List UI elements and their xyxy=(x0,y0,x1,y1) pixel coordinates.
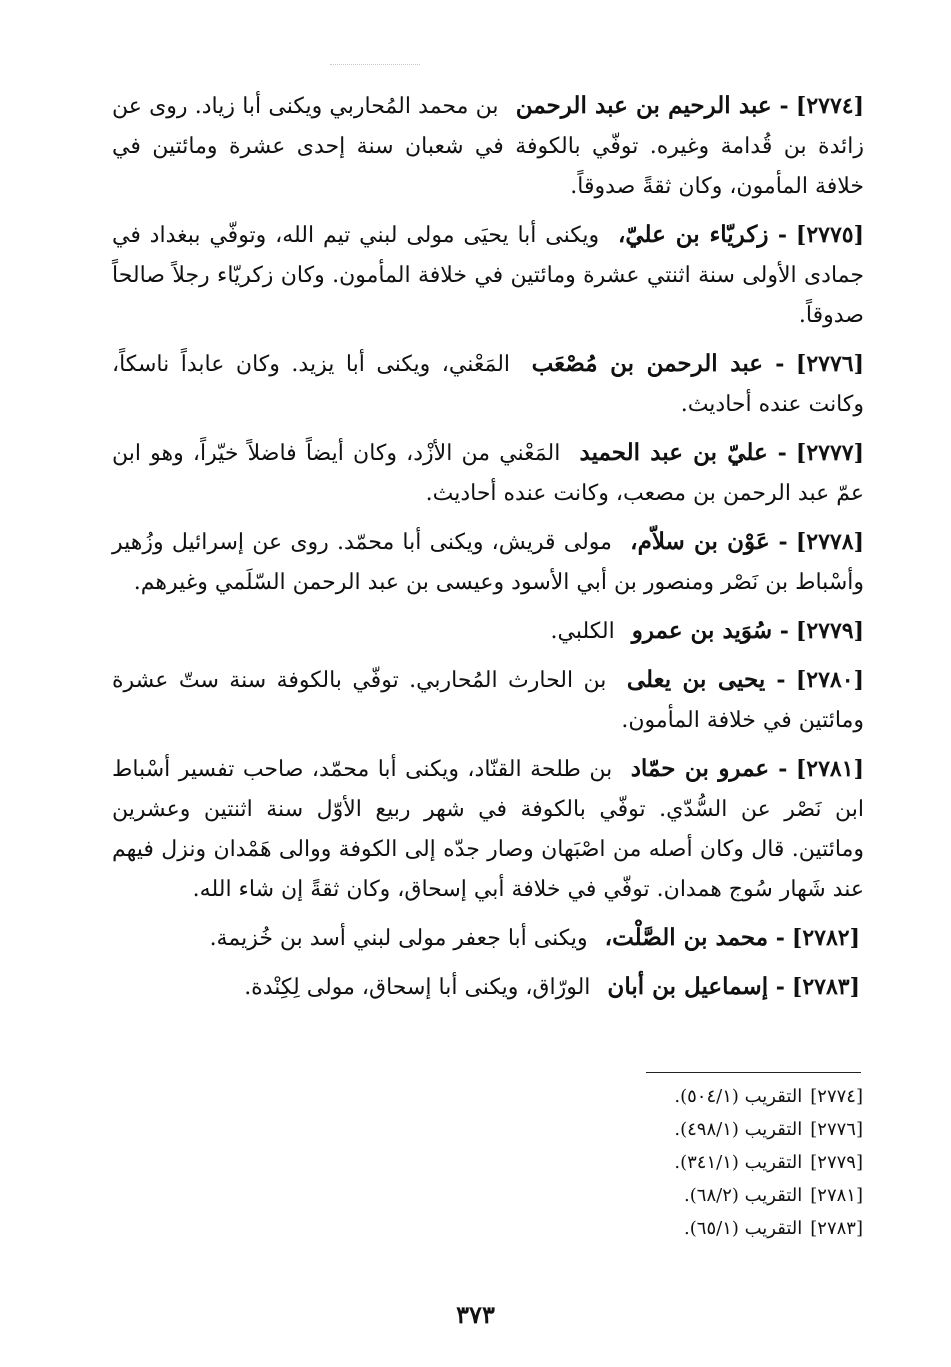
entry-dash: - xyxy=(767,440,787,466)
entry-number: [٢٧٧٥] xyxy=(795,222,864,248)
entry-name: عبد الرحيم بن عبد الرحمن xyxy=(515,92,772,119)
footnote-text: التقريب (٣٤١/١). xyxy=(674,1152,803,1173)
entry-2782 xyxy=(112,918,864,959)
entry-dash: - xyxy=(762,351,785,377)
footnote-number: [٢٧٧٤] xyxy=(810,1086,863,1107)
footnote-item xyxy=(463,1179,863,1212)
entry-name: عليّ بن عبد الحميد xyxy=(579,439,768,466)
entry-2778 xyxy=(112,522,864,603)
footnote-item xyxy=(463,1146,863,1179)
footnotes xyxy=(463,1080,863,1245)
footnote-text: التقريب (٦٨/٢). xyxy=(684,1185,803,1206)
entry-name: عمرو بن حمّاد xyxy=(630,755,770,782)
entry-number: [٢٧٧٤] xyxy=(795,93,865,119)
entry-dash: - xyxy=(771,93,789,119)
entry-name: زكريّاء بن عليّ، xyxy=(617,221,769,248)
entry-text: المَعْني، ويكنى أبا يزيد. وكان عابداً ناسكاً، وكانت عنده أحاديث. xyxy=(112,352,864,417)
entry-text: ويكنى أبا جعفر مولى لبني أسد بن خُزيمة. xyxy=(209,926,588,951)
entry-text: بن طلحة القنّاد، ويكنى أبا محمّد، صاحب تفسير أسْباط ابن نَصْر عن السُّدّي. توفّي بالكوفة في شهر ربيع الأوّل سنة اثنتين وعشرين ومائتين. قال وكان أصله من اصْبَهان وصار جدّه إلى الكوفة ووالى هَمْدان ونزل فيهم عند شَهار سُوج همدان. توفّي في خلافة أبي إسحاق، وكان ثقةً إن شاء الله. xyxy=(112,757,864,902)
entry-number: [٢٧٨٠] xyxy=(795,667,864,693)
entry-dash: - xyxy=(769,529,788,555)
entry-text: بن محمد المُحاربي ويكنى أبا زياد. روى عن زائدة بن قُدامة وغيره. توفّي بالكوفة في شعبان سنة إحدى عشرة ومائتين في خلافة المأمون، وكان ثقةً صدوقاً. xyxy=(112,94,864,199)
footnote-item xyxy=(463,1080,863,1113)
footnote-text: التقريب (٦٥/١). xyxy=(684,1218,803,1239)
footnote-number: [٢٧٨١] xyxy=(810,1185,863,1206)
entry-dash: - xyxy=(768,974,785,1000)
footnote-number: [٢٧٧٩] xyxy=(810,1152,863,1173)
entry-2781 xyxy=(112,749,864,910)
entry-text: الكلبي. xyxy=(550,619,615,644)
entry-dash: - xyxy=(768,222,788,248)
page-top-mark xyxy=(330,64,420,71)
entry-number: [٢٧٧٧] xyxy=(795,440,864,466)
biographies-body xyxy=(112,86,864,1016)
entry-2780 xyxy=(112,660,864,741)
page-number: ٣٧٣ xyxy=(456,1300,495,1329)
footnote-item xyxy=(463,1113,863,1146)
entry-name: إسماعيل بن أبان xyxy=(607,973,769,1000)
footnote-number: [٢٧٨٣] xyxy=(810,1218,863,1239)
entry-name: سُوَيد بن عمرو xyxy=(631,617,773,644)
entry-number: [٢٧٧٩] xyxy=(795,618,864,644)
entry-2774 xyxy=(112,86,864,207)
entry-text: المَعْني من الأزْد، وكان أيضاً فاضلاً خيّراً، وهو ابن عمّ عبد الرحمن بن مصعب، وكانت عنده أحاديث. xyxy=(112,441,864,506)
footnote-divider xyxy=(646,1072,861,1073)
entry-number: [٢٧٨٣] xyxy=(791,974,860,1000)
entry-text: بن الحارث المُحاربي. توفّي بالكوفة سنة ستّ عشرة ومائتين في خلافة المأمون. xyxy=(112,668,864,733)
entry-number: [٢٧٧٨] xyxy=(795,529,864,555)
entry-number: [٢٧٧٦] xyxy=(795,351,865,377)
entry-text: مولى قريش، ويكنى أبا محمّد. روى عن إسرائيل وزُهير وأسْباط بن نَصْر ومنصور بن أبي الأسود وعيسى بن عبد الرحمن السّلَمي وغيرهم. xyxy=(112,530,864,595)
footnote-text: التقريب (٤٩٨/١). xyxy=(674,1119,803,1140)
entry-number: [٢٧٨١] xyxy=(795,756,864,782)
entry-text: ويكنى أبا يحيَى مولى لبني تيم الله، وتوفّي ببغداد في جمادى الأولى سنة اثنتي عشرة ومائتين في خلافة المأمون. وكان زكريّاء رجلاً صالحاً صدوقاً. xyxy=(112,223,864,328)
entry-number: [٢٧٨٢] xyxy=(791,925,860,951)
entry-2776 xyxy=(112,344,864,425)
entry-dash: - xyxy=(768,925,785,951)
entry-2783 xyxy=(112,967,864,1008)
entry-2775 xyxy=(112,215,864,336)
entry-name: عَوْن بن سلاّم، xyxy=(630,528,770,555)
footnote-item xyxy=(463,1212,863,1245)
entry-dash: - xyxy=(765,667,786,693)
entry-dash: - xyxy=(772,618,789,644)
entry-name: عبد الرحمن بن مُصْعَب xyxy=(531,350,763,377)
entry-dash: - xyxy=(769,756,788,782)
entry-text: الورّاق، ويكنى أبا إسحاق، مولى لِكِنْدة. xyxy=(244,975,591,1000)
entry-name: يحيى بن يعلى xyxy=(626,666,766,693)
entry-2777 xyxy=(112,433,864,514)
footnote-text: التقريب (٥٠٤/١). xyxy=(674,1086,803,1107)
footnote-number: [٢٧٧٦] xyxy=(810,1119,863,1140)
entry-name: محمد بن الصَّلْت، xyxy=(604,924,769,951)
entry-2779 xyxy=(112,611,864,652)
